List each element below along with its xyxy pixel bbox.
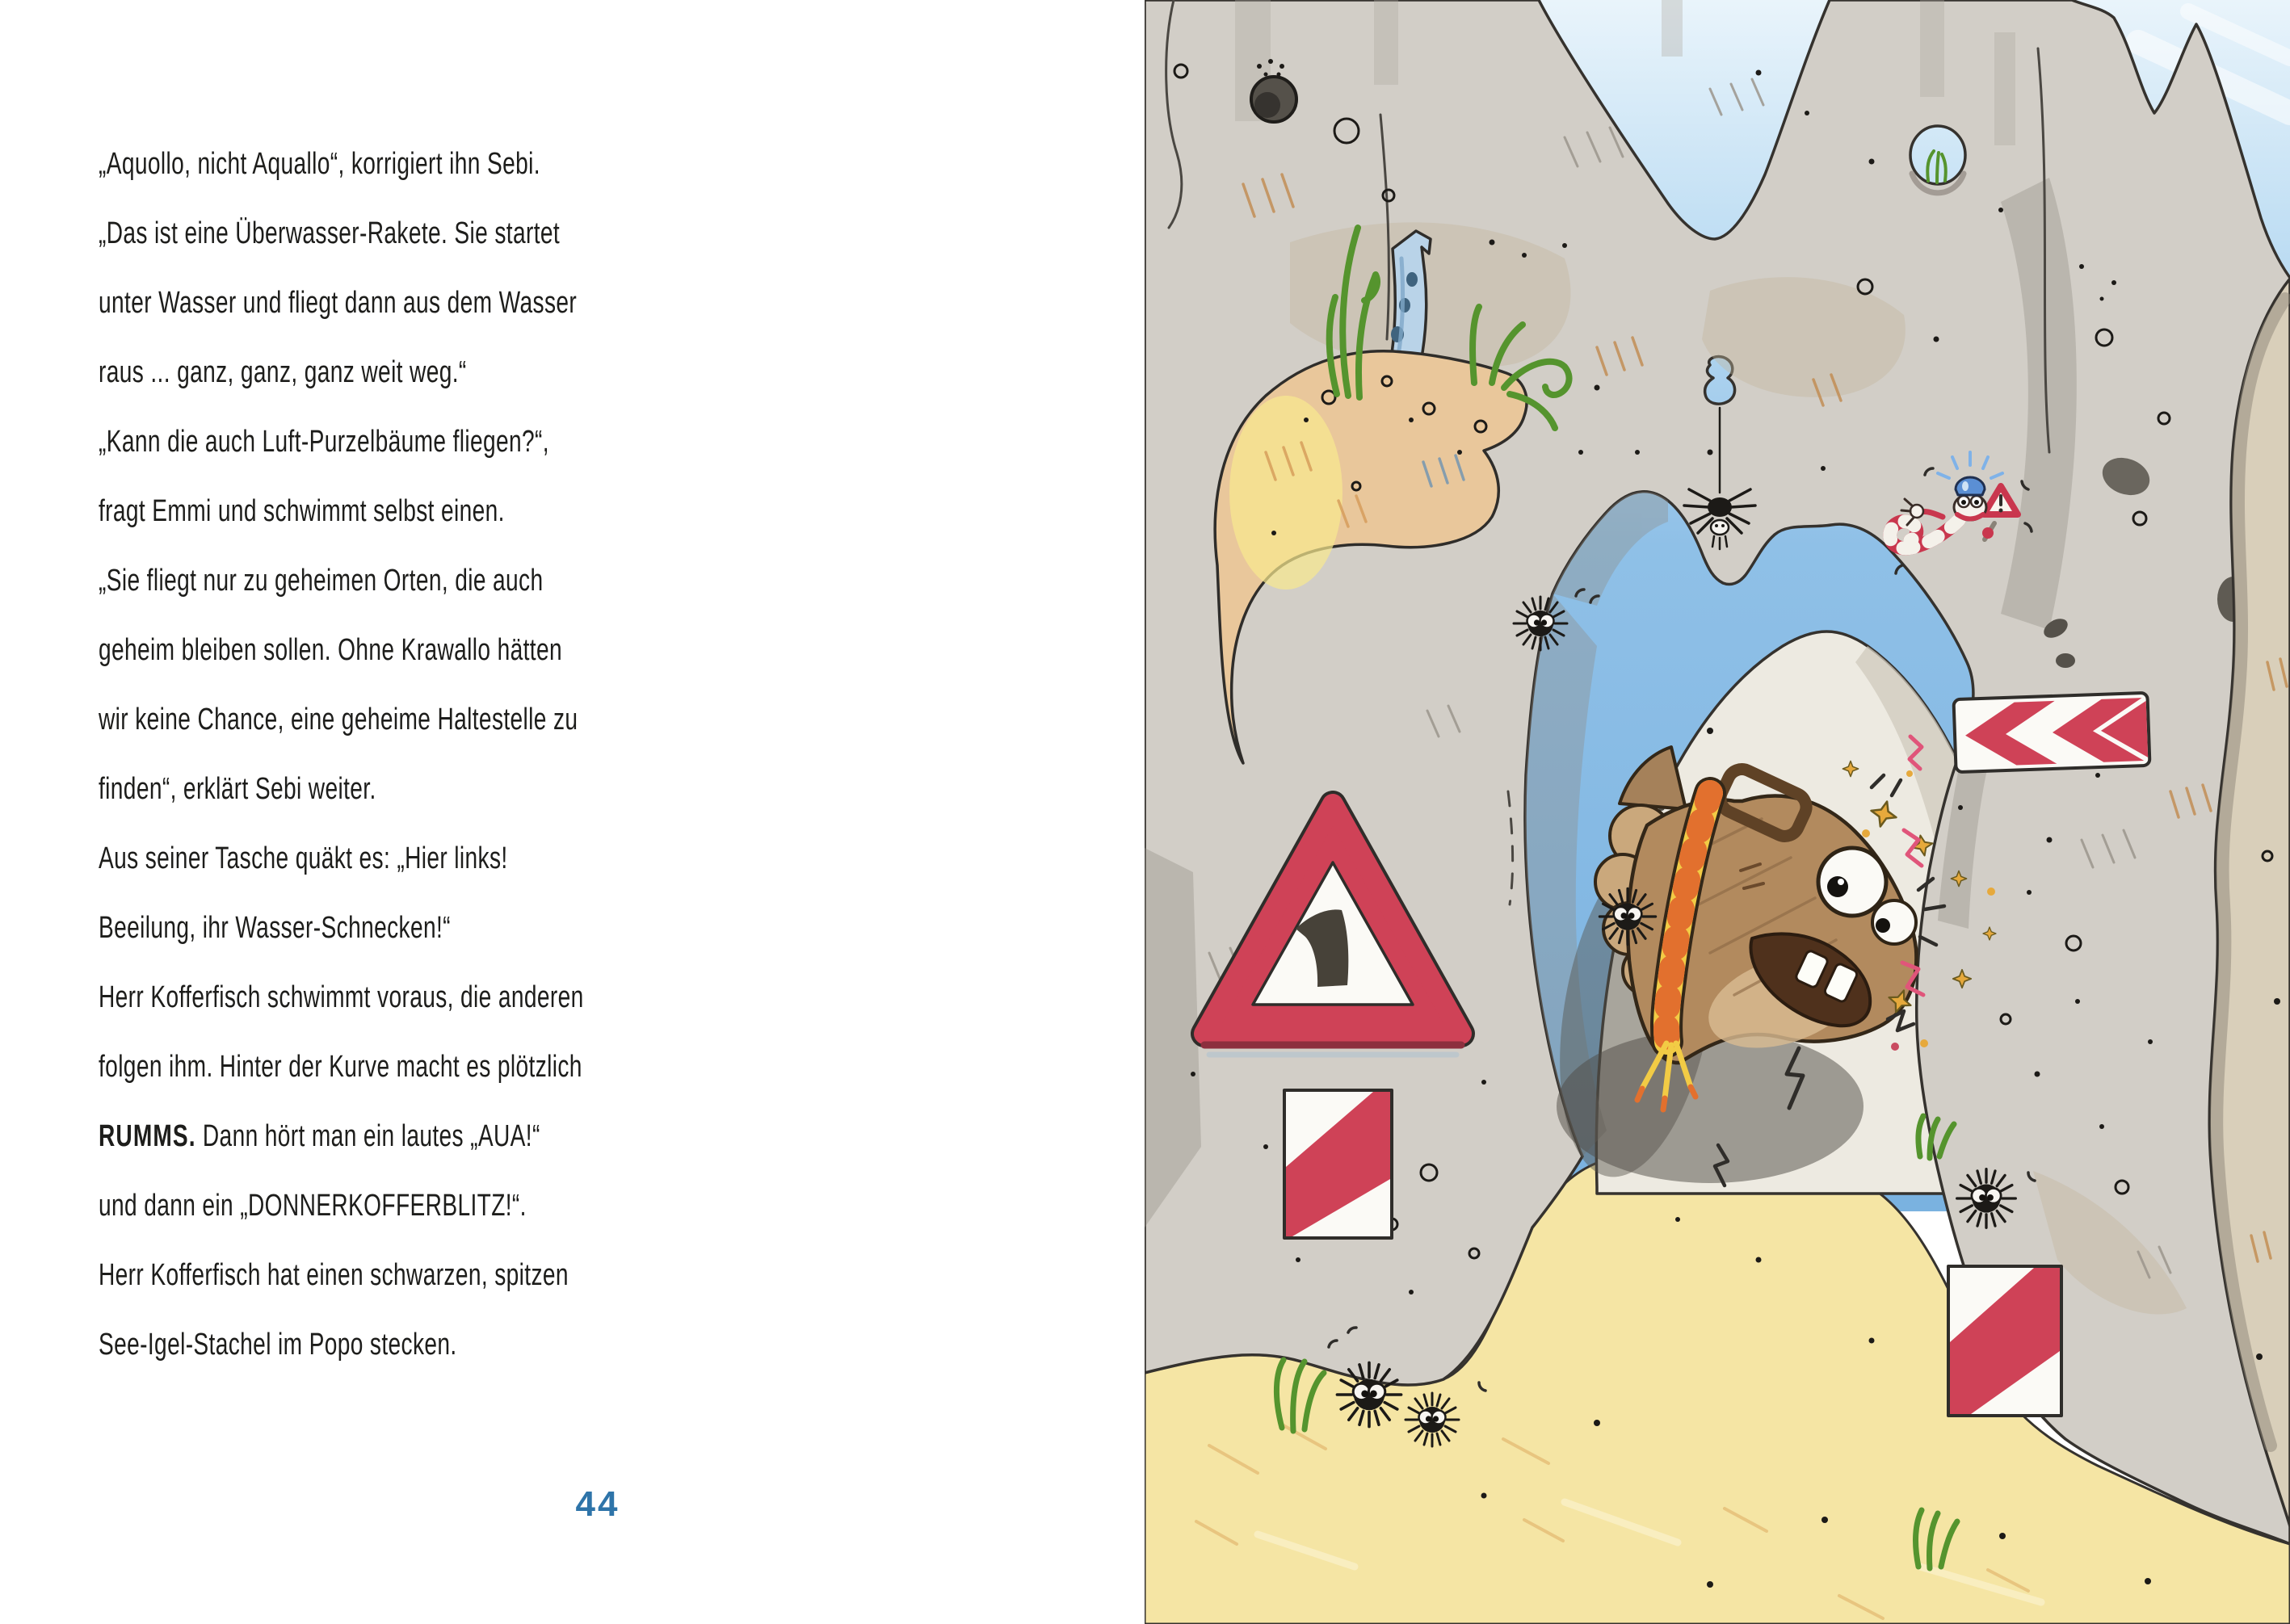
story-line: „Das ist eine Überwasser-Rakete. Sie startet bbox=[99, 216, 561, 250]
story-line: Aus seiner Tasche quäkt es: „Hier links! bbox=[99, 841, 508, 875]
story-line: Herr Kofferfisch hat einen schwarzen, spitzen bbox=[99, 1258, 569, 1292]
story-line: „Aquollo, nicht Aquallo“, korrigiert ihn Sebi. bbox=[99, 147, 540, 181]
illustration bbox=[1145, 0, 2290, 1624]
story-line: geheim bleiben sollen. Ohne Krawallo hätten bbox=[99, 633, 562, 667]
story-line: folgen ihm. Hinter der Kurve macht es plötzlich bbox=[99, 1050, 582, 1084]
story-line: RUMMS. Dann hört man ein lautes „AUA!“ bbox=[99, 1119, 540, 1153]
chevron-sign bbox=[1954, 693, 2150, 772]
page-number: 44 bbox=[575, 1484, 620, 1524]
story-line: unter Wasser und fliegt dann aus dem Wasser bbox=[99, 286, 578, 320]
story-line: fragt Emmi und schwimmt selbst einen. bbox=[99, 494, 505, 528]
story-line: „Kann die auch Luft-Purzelbäume fliegen?“, bbox=[99, 425, 549, 459]
story-line: „Sie fliegt nur zu geheimen Orten, die auch bbox=[99, 564, 544, 598]
story-line: Herr Kofferfisch schwimmt voraus, die anderen bbox=[99, 980, 584, 1014]
story-line: finden“, erklärt Sebi weiter. bbox=[99, 772, 376, 806]
story-line: Beeilung, ihr Wasser-Schnecken!“ bbox=[99, 911, 451, 945]
story-line: raus ... ganz, ganz, ganz weit weg.“ bbox=[99, 355, 467, 389]
barrier-sign-right bbox=[1948, 1266, 2061, 1416]
story-line: See-Igel-Stachel im Popo stecken. bbox=[99, 1328, 457, 1362]
story-line: und dann ein „DONNERKOFFERBLITZ!“. bbox=[99, 1189, 527, 1223]
story-line: wir keine Chance, eine geheime Haltestelle zu bbox=[99, 703, 578, 736]
barrier-sign-left bbox=[1284, 1090, 1392, 1238]
